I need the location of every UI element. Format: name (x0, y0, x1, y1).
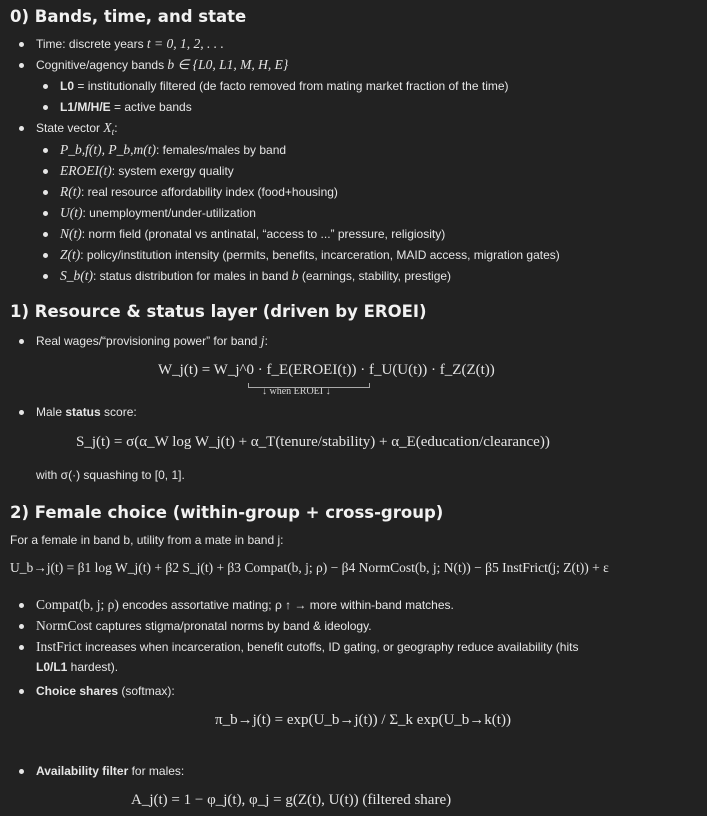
underbrace (248, 383, 370, 388)
eroei-note: ↓ when EROEI ↓ (262, 386, 331, 397)
item-status-distribution: S_b(t): status distribution for males in band b (earnings, stability, prestige) (60, 268, 452, 283)
equation-wages: W_j(t) = W_j^0 · f_E(EROEI(t)) · f_U(U(t)) · f_Z(Z(t)) (158, 362, 495, 378)
item-population: P_b,f(t), P_b,m(t): females/males by band (60, 142, 287, 157)
section-1-title: 1) Resource & status layer (driven by EROEI) (10, 302, 427, 321)
item-resource: R(t): real resource affordability index (food+housing) (60, 184, 338, 199)
equation-status: S_j(t) = σ(α_W log W_j(t) + α_T(tenure/stability) + α_E(education/clearance)) (76, 434, 550, 450)
bullet-time: Time: discrete years t = 0, 1, 2, . . . (36, 36, 224, 51)
bullet-compat: Compat(b, j; ρ) encodes assortative mating; ρ ↑ → more within-band matches. (36, 597, 454, 612)
equation-utility: U_b→j(t) = β1 log W_j(t) + β2 S_j(t) + β3 Compat(b, j; ρ) − β4 NormCost(b, j; N(t)) − β5 InstFrict(j; Z(t)) + ε (10, 560, 609, 575)
bullet-bands: Cognitive/agency bands b ∈ {L0, L1, M, H, E} (36, 57, 289, 72)
bullet-l0: L0 = institutionally filtered (de facto removed from mating market fraction of the time) (60, 79, 509, 93)
time-math: t = 0, 1, 2, . . . (146, 36, 224, 51)
bullet-male-status: Male status score: (36, 405, 137, 419)
section-2-title: 2) Female choice (within-group + cross-group) (10, 503, 444, 522)
bullet-normcost: NormCost captures stigma/pronatal norms by band & ideology. (36, 618, 372, 633)
bullet-active-bands: L1/M/H/E = active bands (60, 100, 192, 114)
item-policy: Z(t): policy/institution intensity (permits, benefits, incarceration, MAID access, migration gates) (60, 247, 560, 262)
instfrict-continuation: L0/L1 hardest). (36, 660, 119, 674)
bullet-availability: Availability filter for males: (36, 764, 185, 778)
bullet-instfrict: InstFrict increases when incarceration, benefit cutoffs, ID gating, or geography reduce availability (hits (36, 639, 579, 654)
item-norm-field: N(t): norm field (pronatal vs antinatal, “access to ...” pressure, religiosity) (60, 226, 446, 241)
equation-softmax: π_b→j(t) = exp(U_b→j(t)) / Σ_k exp(U_b→k(t)) (215, 712, 511, 728)
equation-availability: A_j(t) = 1 − φ_j(t), φ_j = g(Z(t), U(t)) (filtered share) (131, 792, 452, 808)
item-eroei: EROEI(t): system exergy quality (60, 163, 234, 178)
utility-intro: For a female in band b, utility from a mate in band j: (10, 533, 284, 547)
bullet-state-vector: State vector $X_t$: (36, 120, 118, 141)
bullet-wages: Real wages/“provisioning power” for band j: (36, 333, 268, 348)
section-0-title: 0) Bands, time, and state (10, 7, 247, 26)
bands-math: b ∈ {L0, L1, M, H, E} (167, 57, 289, 72)
item-unemployment: U(t): unemployment/under-utilization (60, 205, 256, 220)
sigma-note: with σ(·) squashing to [0, 1]. (36, 468, 185, 482)
bullet-choice-shares: Choice shares (softmax): (36, 684, 175, 698)
